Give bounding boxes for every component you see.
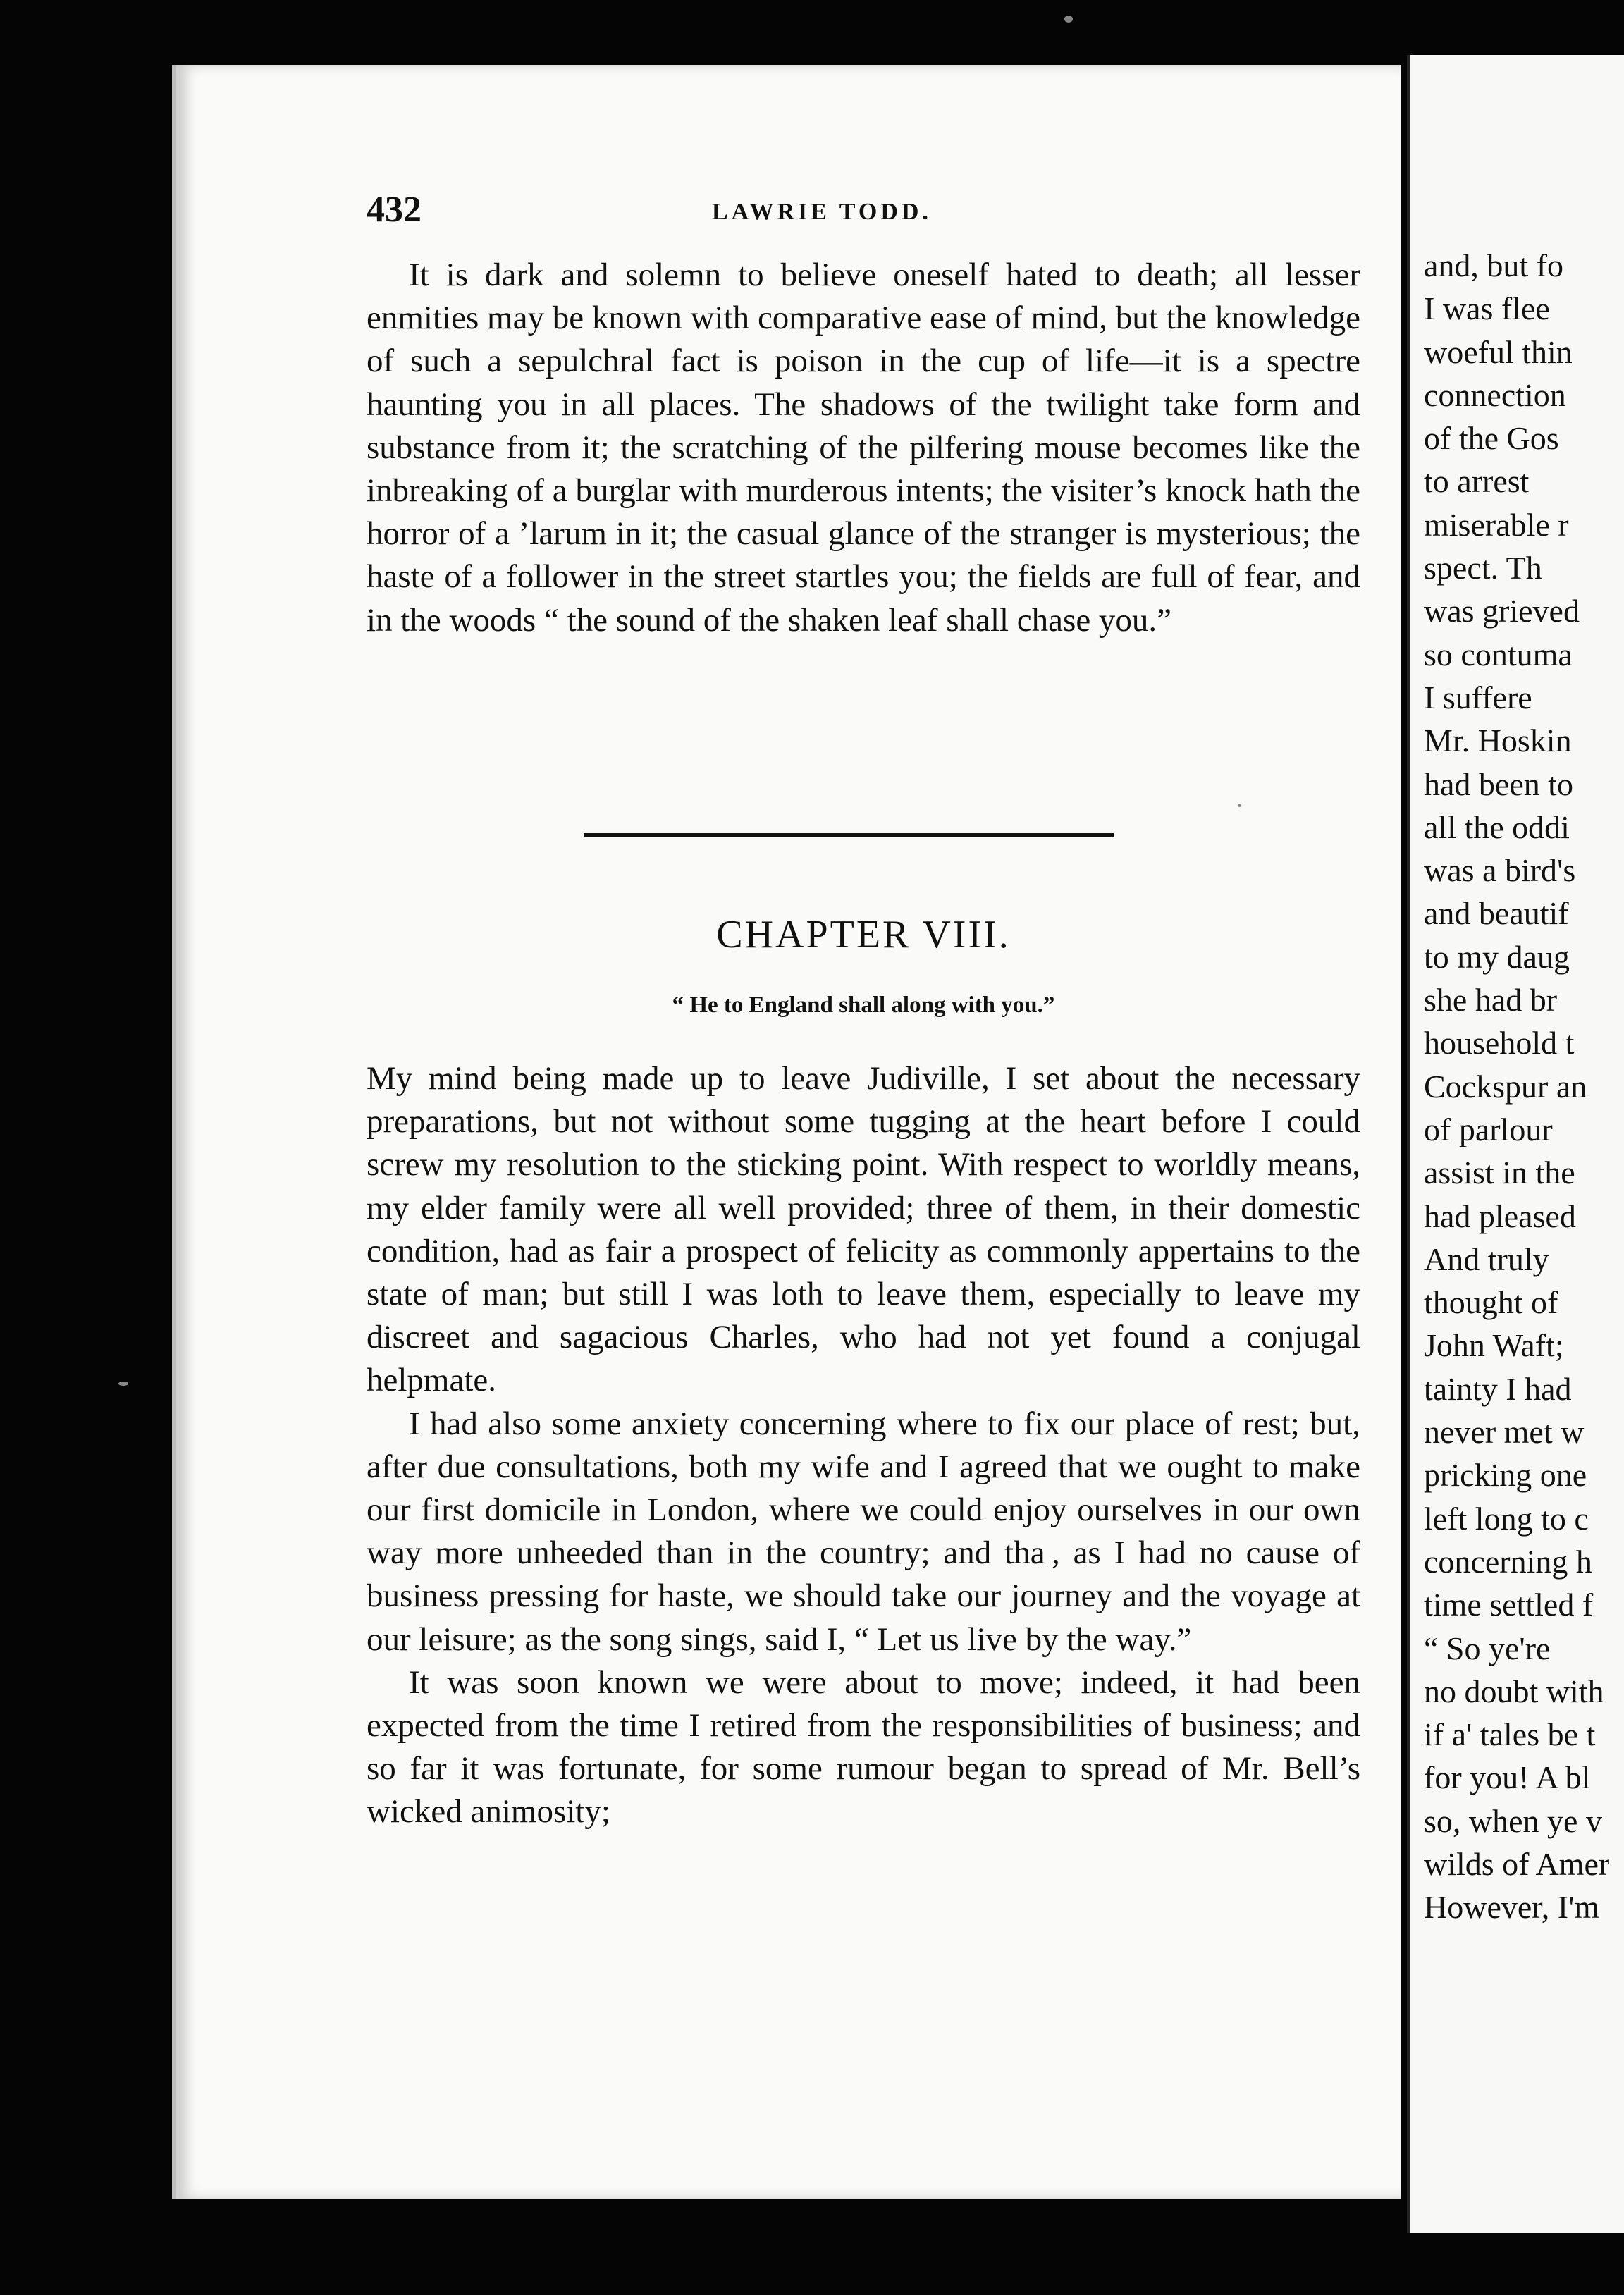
facing-page-line: “ So ye're [1424, 1630, 1551, 1666]
facing-page-line: miserable r [1424, 506, 1569, 543]
chapter-body [367, 1057, 1360, 1834]
facing-page-line: never met w [1424, 1414, 1585, 1451]
facing-page-line: so, when ye v [1424, 1802, 1602, 1839]
facing-page-line: to arrest [1424, 463, 1530, 500]
chapter-paragraph: My mind being made up to leave Judiville, I set about the necessary preparations, but not without some tugging at the heart before I could screw my resolution to the sticking point. With respect to worldly means, my elder family were all well provided; three of them, in their domestic condition, had as fair a prospect of felicity as commonly appertains to the state of man; but still I was loth to leave them, especially to leave my discreet and sagacious Charles, who had not yet found a conjugal helpmate. [367, 1060, 1360, 1399]
facing-page-line: Mr. Hoskin [1424, 722, 1572, 759]
scan-speck [1238, 804, 1241, 807]
facing-page-line: so contuma [1424, 636, 1573, 672]
opening-paragraph: It is dark and solemn to believe oneself hated to death; all lesser enmities may be known with comparative ease of mind, but the knowledge of such a sepulchral fact is poison in the cup of life—it is a spectre haunting you in all places. The shadows of the twilight take form and substance from it; the scratching of the pilfering mouse becomes like the inbreaking of a burglar with murderous intents; the visiter’s knock hath the horror of a ’larum in it; the casual glance of the stranger is mysterious; the haste of a follower in the street startles you; the fields are full of fear, and in the woods “ the sound of the shaken leaf shall chase you.” [367, 257, 1360, 639]
facing-page-line: she had br [1424, 982, 1558, 1019]
scan-speck [1064, 16, 1073, 23]
facing-page-line: spect. Th [1424, 550, 1542, 586]
facing-page-line: connection [1424, 376, 1566, 413]
facing-page-line: was grieved [1424, 593, 1580, 629]
facing-page-line: John Waft; [1424, 1327, 1564, 1364]
facing-page-line: no doubt with [1424, 1673, 1604, 1709]
scan-speck [118, 1382, 128, 1386]
facing-page-line: I was flee [1424, 290, 1550, 327]
facing-page-line: time settled f [1424, 1587, 1594, 1623]
facing-page-line: tainty I had [1424, 1370, 1572, 1407]
facing-page-line: and, but fo [1424, 247, 1564, 283]
page-header [367, 189, 1360, 231]
opening-paragraph-block [367, 254, 1360, 642]
chapter-epigraph: “ He to England shall along with you.” [672, 992, 1055, 1018]
facing-page-line: if a' tales be t [1424, 1716, 1596, 1753]
facing-page-line: and beautif [1424, 895, 1569, 932]
facing-page-line: left long to c [1424, 1500, 1589, 1537]
facing-page-line: to my daug [1424, 938, 1570, 975]
section-divider [584, 833, 1114, 837]
facing-page-text [1424, 244, 1624, 1929]
facing-page-line: However, I'm [1424, 1889, 1600, 1926]
chapter-title: CHAPTER VIII. [716, 913, 1011, 956]
running-title: LAWRIE TODD. [712, 199, 932, 225]
facing-page-line: And truly [1424, 1241, 1549, 1277]
facing-page-line: had been to [1424, 765, 1574, 802]
facing-page-line: had pleased [1424, 1198, 1576, 1234]
facing-page-line: of the Gos [1424, 420, 1559, 457]
facing-page-line: Cockspur an [1424, 1068, 1587, 1105]
facing-page-line: I suffere [1424, 679, 1532, 715]
chapter-paragraph: It was soon known we were about to move; indeed, it had been expected from the time I retired from the responsibilities of business; and so far it was fortunate, for some rumour began to spread of Mr. Bell’s wicked animosity; [367, 1663, 1360, 1831]
page-number: 432 [367, 190, 422, 230]
facing-page-line: concerning h [1424, 1543, 1592, 1580]
facing-page-line: wilds of Amer [1424, 1845, 1610, 1882]
facing-page-line: all the oddi [1424, 808, 1570, 845]
facing-page-line: assist in the [1424, 1155, 1575, 1191]
facing-page-line: household t [1424, 1025, 1575, 1062]
facing-page-line: was a bird's [1424, 852, 1576, 889]
facing-page-line: pricking one [1424, 1457, 1587, 1494]
facing-page-line: for you! A bl [1424, 1759, 1591, 1796]
facing-page-line: woeful thin [1424, 333, 1573, 370]
facing-page-line: thought of [1424, 1284, 1558, 1321]
facing-page-line: of parlour [1424, 1111, 1553, 1148]
chapter-paragraph: I had also some anxiety concerning where to fix our place of rest; but, after due consultations, both my wife and I agreed that we ought to make our first domicile in London, where we could enjoy ourselves in our own way more unheeded than in the country; and tha , as I had no cause of business pressing for haste, we should take our journey and the voyage at our leisure; as the song sings, said I, “ Let us live by the way.” [367, 1405, 1360, 1658]
